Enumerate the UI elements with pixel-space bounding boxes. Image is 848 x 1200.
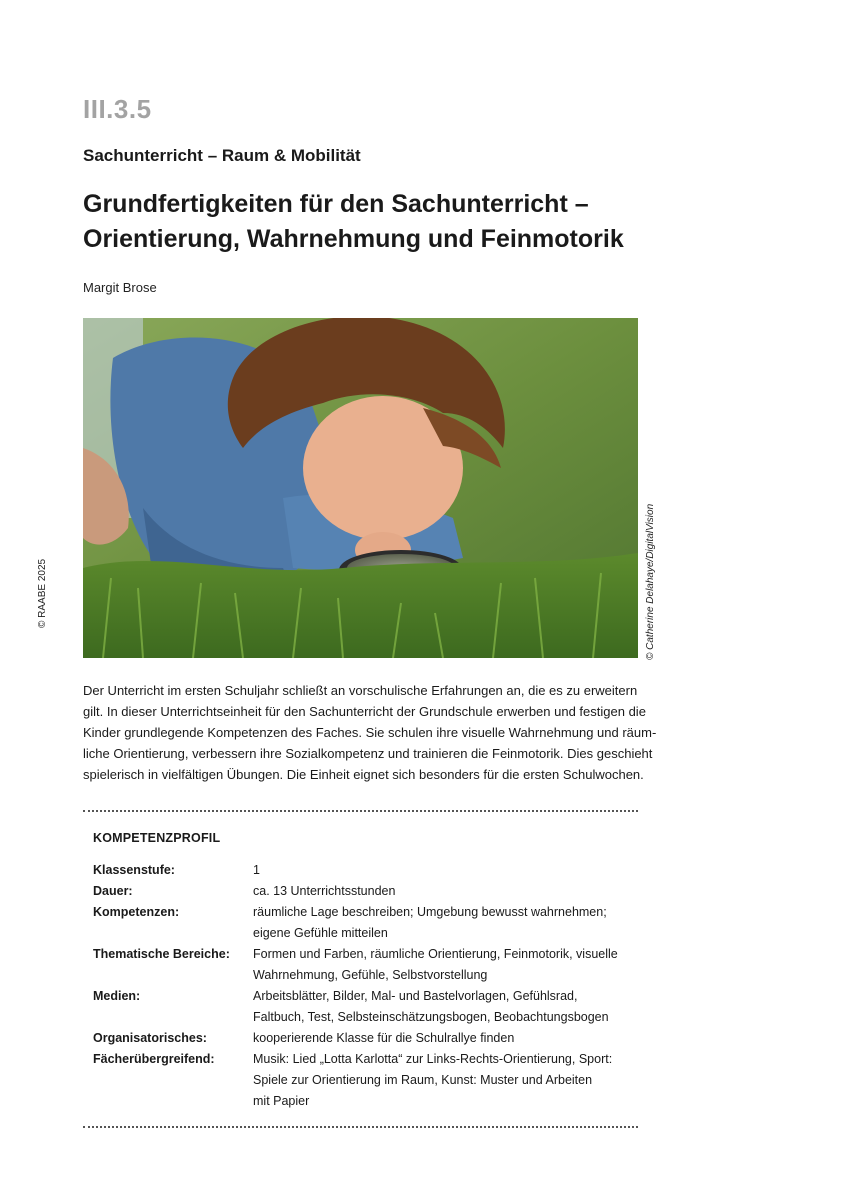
profile-row xyxy=(93,1049,638,1112)
competence-profile xyxy=(93,860,638,1112)
intro-paragraph xyxy=(83,680,657,785)
profile-value: mit Papier xyxy=(253,1094,310,1108)
profile-label: Dauer: xyxy=(93,884,133,898)
profile-label: Organisatorisches: xyxy=(93,1031,207,1045)
profile-value: Formen und Farben, räumliche Orientierung, Feinmotorik, visuelle xyxy=(253,947,618,961)
profile-value: Faltbuch, Test, Selbsteinschätzungsbogen, Beobachtungsbogen xyxy=(253,1010,609,1024)
intro-line: liche Orientierung, verbessern ihre Sozialkompetenz und trainieren die Feinmotorik. Dies geschieht xyxy=(83,746,653,761)
side-copyright: © RAABE 2025 xyxy=(37,558,48,628)
title-line: Grundfertigkeiten für den Sachunterricht – xyxy=(83,190,589,218)
profile-value: eigene Gefühle mitteilen xyxy=(253,926,388,940)
profile-row xyxy=(93,986,638,1028)
divider-top xyxy=(83,810,638,812)
profile-label: Klassenstufe: xyxy=(93,863,175,877)
profile-row xyxy=(93,860,638,881)
profile-label: Thematische Bereiche: xyxy=(93,947,230,961)
profile-label: Fächerübergreifend: xyxy=(93,1052,215,1066)
profile-value: räumliche Lage beschreiben; Umgebung bewusst wahrnehmen; xyxy=(253,905,607,919)
intro-line: Kinder grundlegende Kompetenzen des Faches. Sie schulen ihre visuelle Wahrnehmung und räum- xyxy=(83,725,657,740)
profile-row xyxy=(93,902,638,944)
profile-value: kooperierende Klasse für die Schulrallye finden xyxy=(253,1031,515,1045)
profile-row xyxy=(93,1028,638,1049)
subject-heading: Sachunterricht – Raum & Mobilität xyxy=(83,146,361,165)
profile-value: Arbeitsblätter, Bilder, Mal- und Bastelvorlagen, Gefühlsrad, xyxy=(253,989,578,1003)
divider-bottom xyxy=(83,1126,638,1128)
author-name: Margit Brose xyxy=(83,280,157,295)
profile-label: Medien: xyxy=(93,989,141,1003)
page-title xyxy=(83,187,683,257)
profile-heading: KOMPETENZPROFIL xyxy=(93,831,221,845)
profile-value: 1 xyxy=(253,863,260,877)
section-number: III.3.5 xyxy=(83,94,152,124)
profile-row xyxy=(93,881,638,902)
profile-row xyxy=(93,944,638,986)
title-line: Orientierung, Wahrnehmung und Feinmotorik xyxy=(83,225,624,253)
intro-line: Der Unterricht im ersten Schuljahr schließt an vorschulische Erfahrungen an, die es zu erweitern xyxy=(83,683,638,698)
profile-value: ca. 13 Unterrichtsstunden xyxy=(253,884,396,898)
profile-value: Musik: Lied „Lotta Karlotta“ zur Links-Rechts-Orientierung, Sport: xyxy=(253,1052,613,1066)
intro-line: gilt. In dieser Unterrichtseinheit für den Sachunterricht der Grundschule erwerben und festigen die xyxy=(83,704,646,719)
intro-line: spielerisch in vielfältigen Übungen. Die Einheit eignet sich besonders für die ersten Schulwochen. xyxy=(83,767,644,782)
profile-label: Kompetenzen: xyxy=(93,905,180,919)
photo-credit: © Catherine Delahaye/DigitalVision xyxy=(645,503,656,660)
cover-photo xyxy=(83,318,638,658)
profile-value: Wahrnehmung, Gefühle, Selbstvorstellung xyxy=(253,968,488,982)
profile-value: Spiele zur Orientierung im Raum, Kunst: Muster und Arbeiten xyxy=(253,1073,593,1087)
child-with-magnifier-illustration xyxy=(83,318,638,658)
